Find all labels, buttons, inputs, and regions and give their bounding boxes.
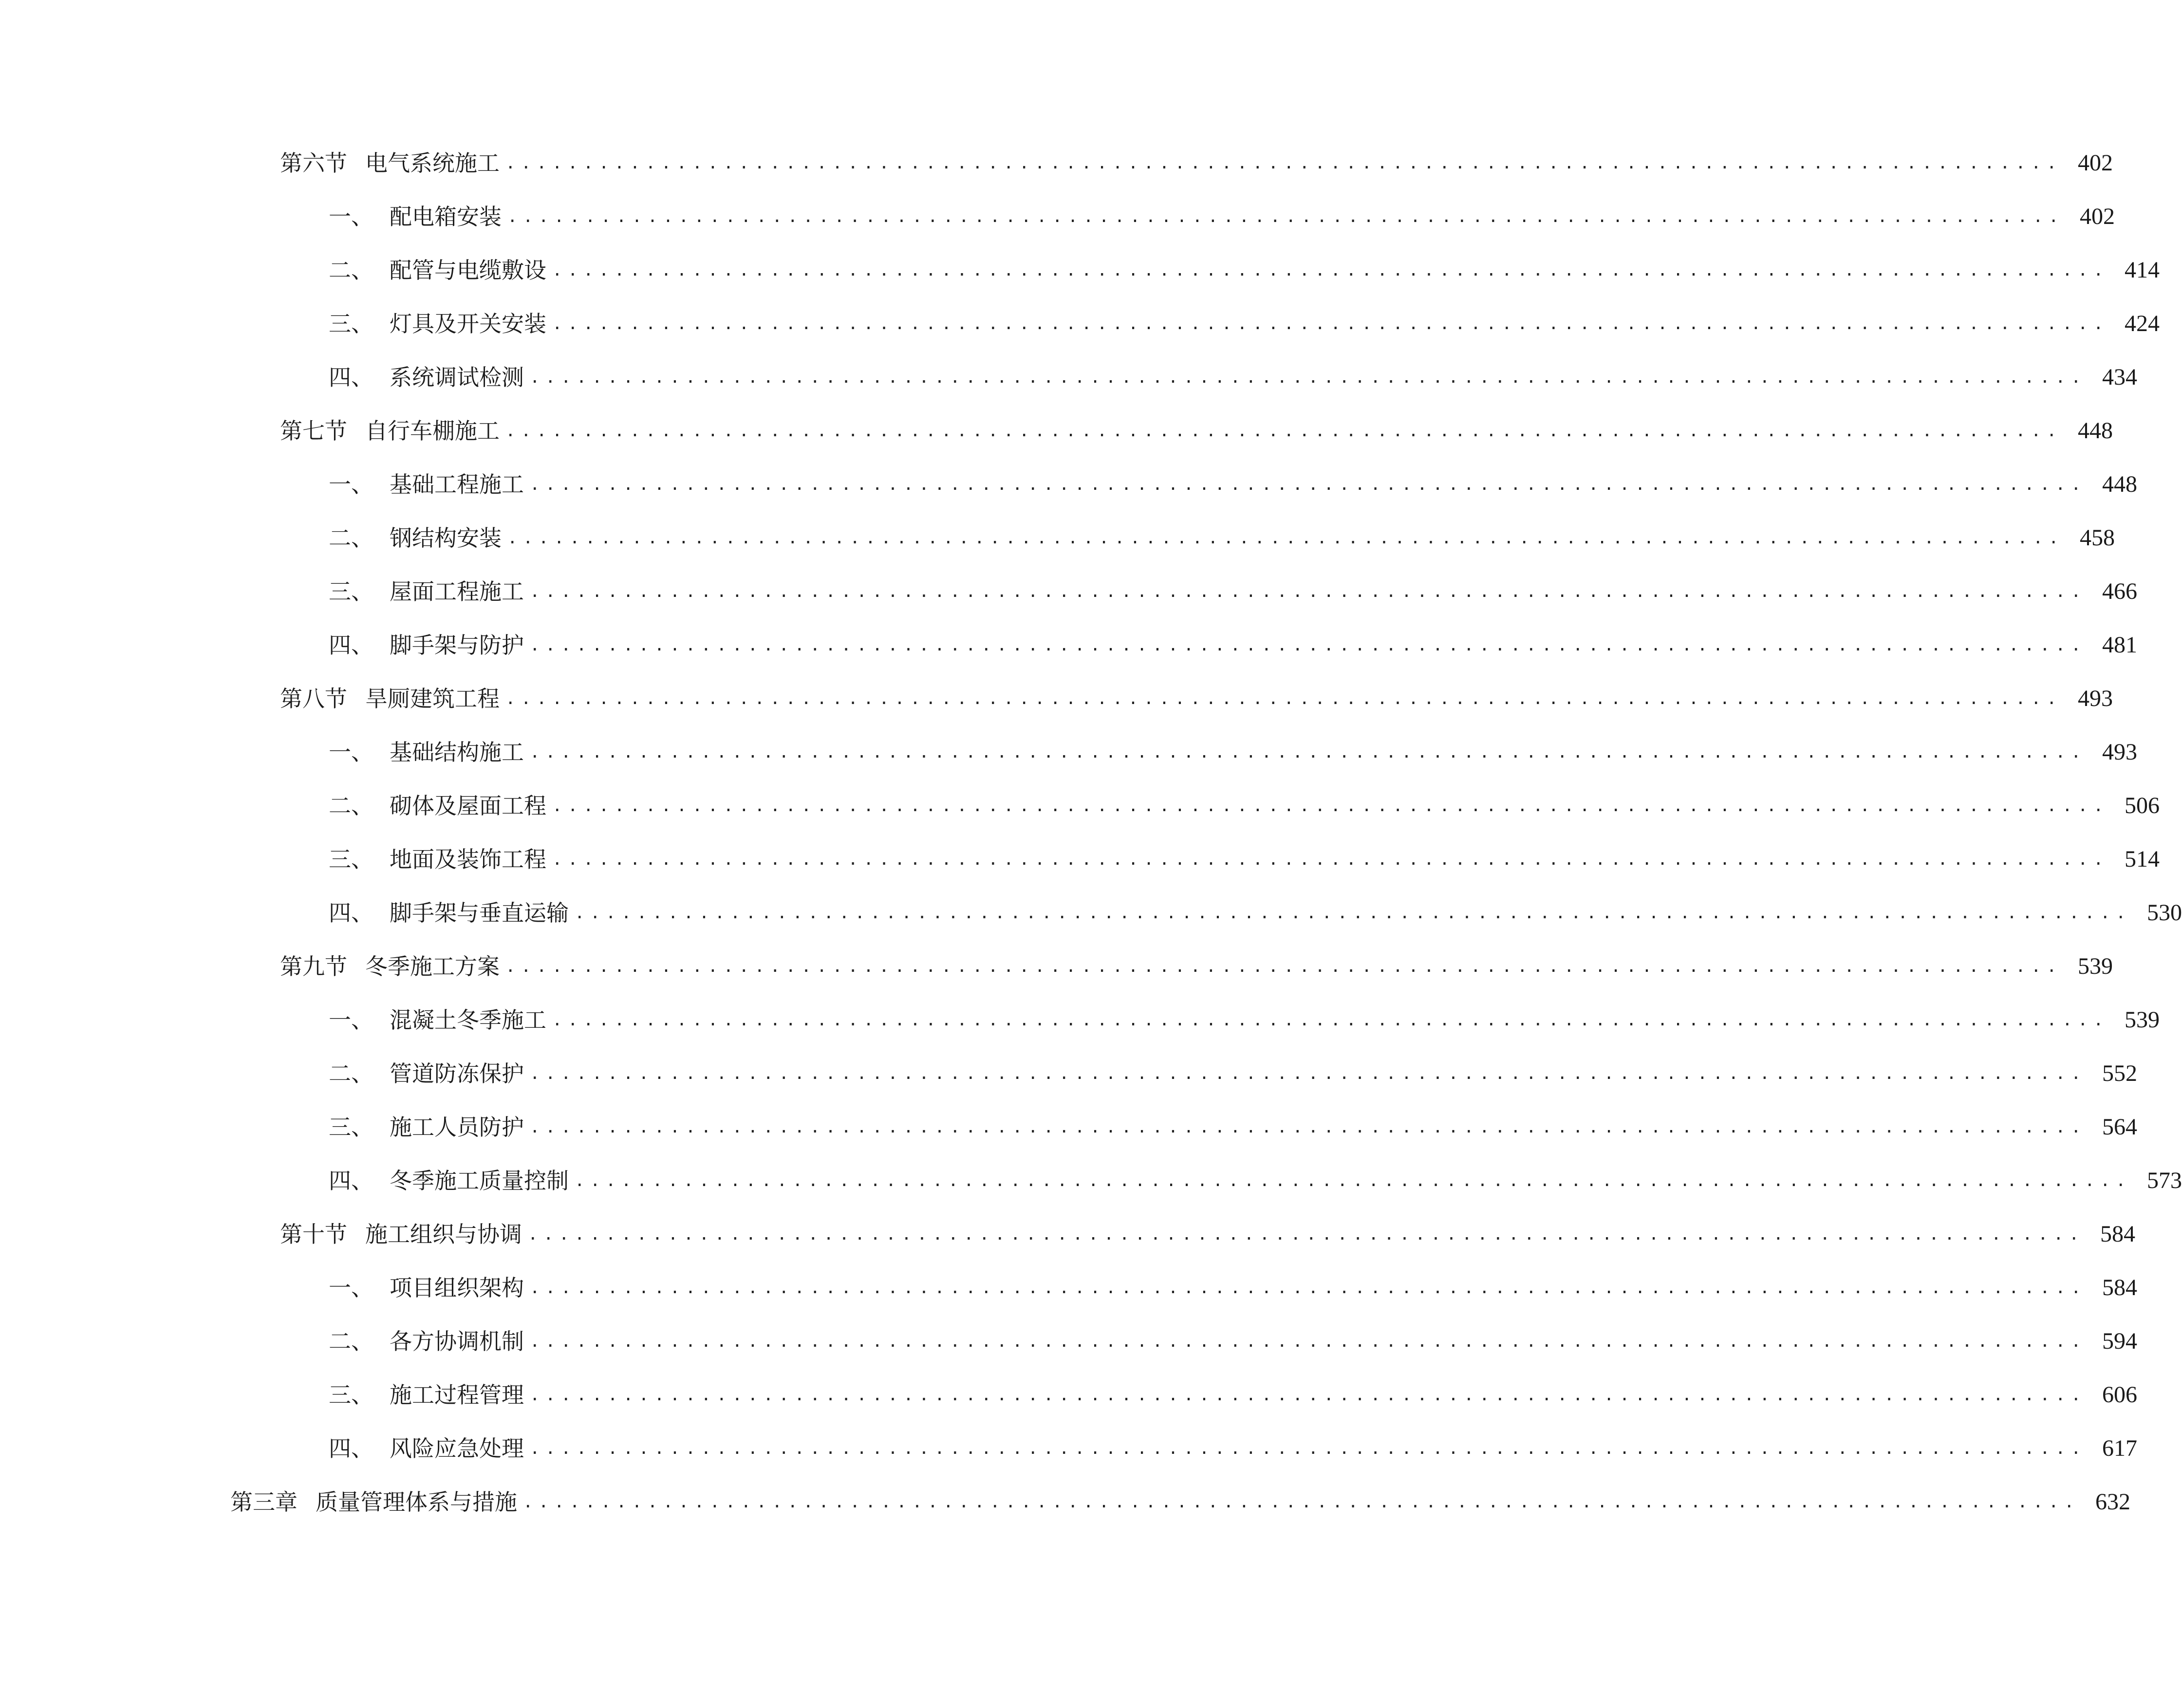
toc-title: 质量管理体系与措施 (316, 1489, 517, 1515)
toc-number: 四、 (329, 364, 373, 390)
toc-title: 屋面工程施工 (390, 578, 524, 605)
dot-leader: .................................................................................................... (552, 314, 2109, 334)
toc-page-number: 514 (2124, 846, 2160, 872)
toc-title: 脚手架与防护 (390, 632, 524, 658)
dot-leader: .................................................................................................... (523, 1492, 2080, 1512)
toc-page-number: 584 (2100, 1221, 2135, 1247)
toc-title: 基础工程施工 (390, 471, 524, 498)
dot-leader: .................................................................................................... (507, 528, 2064, 548)
dot-leader: .................................................................................................... (530, 1385, 2087, 1405)
dot-leader: .................................................................................................... (505, 957, 2062, 976)
toc-entry[interactable] (329, 1271, 2137, 1305)
toc-page-number: 481 (2102, 632, 2137, 658)
toc-title: 灯具及开关安装 (390, 311, 546, 337)
toc-title: 施工组织与协调 (365, 1221, 522, 1247)
toc-title: 冬季施工方案 (365, 953, 500, 980)
toc-page-number: 564 (2102, 1114, 2137, 1140)
toc-page-number: 402 (2079, 204, 2115, 229)
toc-number: 第六节 (280, 150, 347, 176)
dot-leader: .................................................................................................... (552, 796, 2109, 816)
toc-page-number: 530 (2146, 900, 2182, 926)
dot-leader: .................................................................................................... (530, 1439, 2087, 1458)
dot-leader: .................................................................................................... (575, 1171, 2131, 1190)
dot-leader: .................................................................................................... (530, 475, 2087, 494)
dot-leader: .................................................................................................... (507, 207, 2064, 226)
toc-number: 三、 (329, 1114, 373, 1140)
toc-page-number: 506 (2124, 793, 2160, 818)
toc-title: 基础结构施工 (390, 739, 524, 765)
toc-number: 二、 (329, 525, 373, 551)
dot-leader: .................................................................................................... (530, 582, 2087, 601)
toc-page-number: 402 (2077, 150, 2113, 176)
toc-page-number: 606 (2102, 1382, 2137, 1408)
toc-title: 混凝土冬季施工 (390, 1007, 546, 1033)
toc-number: 第八节 (280, 686, 347, 712)
dot-leader: .................................................................................................... (505, 689, 2062, 708)
toc-entry[interactable] (329, 575, 2137, 609)
toc-page-number: 573 (2146, 1168, 2182, 1193)
toc-number: 四、 (329, 1435, 373, 1462)
toc-entry[interactable] (329, 1003, 2160, 1037)
toc-number: 第七节 (280, 418, 347, 444)
toc-title: 钢结构安装 (390, 525, 502, 551)
dot-leader: .................................................................................................... (552, 850, 2109, 869)
toc-title: 配电箱安装 (390, 204, 502, 230)
toc-number: 二、 (329, 1060, 373, 1087)
toc-entry[interactable] (329, 896, 2182, 930)
toc-title: 配管与电缆敷设 (390, 257, 546, 283)
toc-page-number: 552 (2102, 1060, 2137, 1086)
toc-number: 三、 (329, 578, 373, 605)
toc-title: 旱厕建筑工程 (365, 686, 500, 712)
toc-page-number: 617 (2102, 1435, 2137, 1461)
toc-entry[interactable] (329, 1110, 2137, 1144)
toc-page-number: 448 (2102, 471, 2137, 497)
toc-page-number: 632 (2095, 1489, 2130, 1515)
toc-title: 施工过程管理 (390, 1382, 524, 1408)
toc-number: 第三章 (230, 1489, 298, 1515)
toc-title: 电气系统施工 (365, 150, 500, 176)
dot-leader: .................................................................................................... (530, 1064, 2087, 1083)
toc-title: 风险应急处理 (390, 1435, 524, 1462)
toc-entry[interactable] (329, 628, 2137, 662)
toc-number: 一、 (329, 739, 373, 765)
dot-leader: .................................................................................................... (530, 368, 2087, 387)
toc-title: 各方协调机制 (390, 1328, 524, 1355)
toc-page-number: 594 (2102, 1328, 2137, 1354)
toc-title: 管道防冻保护 (390, 1060, 524, 1087)
toc-page-number: 539 (2077, 953, 2113, 979)
toc-entry[interactable] (280, 682, 2113, 716)
toc-number: 一、 (329, 204, 373, 230)
toc-entry[interactable] (329, 467, 2137, 501)
toc-page-number: 434 (2102, 364, 2137, 390)
dot-leader: .................................................................................................... (575, 903, 2131, 923)
toc-page-number: 539 (2124, 1007, 2160, 1033)
toc-number: 二、 (329, 793, 373, 819)
toc-entry[interactable] (329, 253, 2160, 287)
toc-entry[interactable] (329, 789, 2160, 823)
toc-entry[interactable] (280, 414, 2113, 448)
toc-number: 三、 (329, 846, 373, 873)
toc-number: 四、 (329, 900, 373, 926)
toc-entry[interactable] (329, 842, 2160, 876)
dot-leader: .................................................................................................... (530, 743, 2087, 762)
toc-title: 冬季施工质量控制 (390, 1168, 569, 1194)
toc-entry[interactable] (329, 521, 2115, 555)
dot-leader: .................................................................................................... (530, 1278, 2087, 1298)
toc-entry[interactable] (329, 1164, 2182, 1198)
toc-entry[interactable] (329, 735, 2137, 769)
toc-page-number: 458 (2079, 525, 2115, 551)
toc-number: 三、 (329, 1382, 373, 1408)
toc-title: 自行车棚施工 (365, 418, 500, 444)
toc-number: 一、 (329, 1007, 373, 1033)
toc-number: 四、 (329, 1168, 373, 1194)
toc-title: 地面及装饰工程 (390, 846, 546, 873)
toc-entry[interactable] (329, 360, 2137, 394)
toc-title: 施工人员防护 (390, 1114, 524, 1140)
toc-page-number: 493 (2102, 739, 2137, 765)
toc-number: 第十节 (280, 1221, 347, 1247)
toc-number: 一、 (329, 1275, 373, 1301)
toc-entry[interactable] (329, 1431, 2137, 1466)
toc-page-number: 584 (2102, 1275, 2137, 1300)
dot-leader: .................................................................................................... (530, 1117, 2087, 1137)
toc-number: 一、 (329, 471, 373, 498)
toc-entry[interactable] (280, 1217, 2135, 1251)
toc-entry[interactable] (329, 1057, 2137, 1091)
toc-number: 第九节 (280, 953, 347, 980)
toc-number: 二、 (329, 257, 373, 283)
toc-page-number: 424 (2124, 311, 2160, 336)
toc-entry[interactable] (280, 146, 2113, 180)
dot-leader: .................................................................................................... (528, 1225, 2085, 1244)
dot-leader: .................................................................................................... (505, 421, 2062, 441)
toc-number: 四、 (329, 632, 373, 658)
dot-leader: .................................................................................................... (530, 635, 2087, 655)
dot-leader: .................................................................................................... (552, 260, 2109, 280)
toc-title: 砌体及屋面工程 (390, 793, 546, 819)
toc-page-number: 448 (2077, 418, 2113, 444)
toc-entry[interactable] (280, 949, 2113, 984)
toc-page-number: 466 (2102, 578, 2137, 604)
toc-entry[interactable] (329, 200, 2115, 234)
toc-entry[interactable] (329, 307, 2160, 341)
toc-number: 二、 (329, 1328, 373, 1355)
toc-number: 三、 (329, 311, 373, 337)
dot-leader: .................................................................................................... (552, 1010, 2109, 1030)
dot-leader: .................................................................................................... (530, 1332, 2087, 1351)
toc-title: 项目组织架构 (390, 1275, 524, 1301)
toc-entry[interactable] (329, 1324, 2137, 1358)
toc-title: 脚手架与垂直运输 (390, 900, 569, 926)
dot-leader: .................................................................................................... (505, 153, 2062, 173)
toc-page-number: 414 (2124, 257, 2160, 283)
toc-entry[interactable] (329, 1378, 2137, 1412)
toc-entry[interactable] (230, 1485, 2130, 1519)
toc-title: 系统调试检测 (390, 364, 524, 390)
toc-page-number: 493 (2077, 686, 2113, 711)
